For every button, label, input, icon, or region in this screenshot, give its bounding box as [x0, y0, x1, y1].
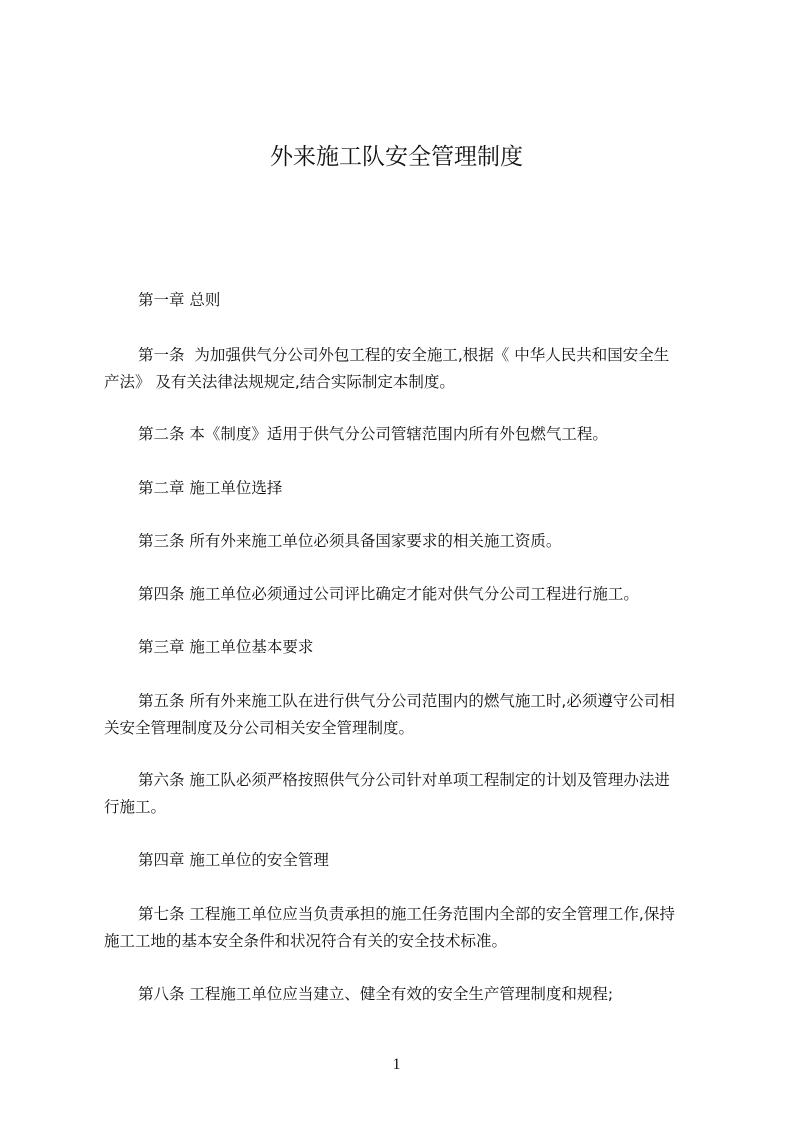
article-line: 第三条 所有外来施工单位必须具备国家要求的相关施工资质。 [138, 532, 562, 550]
article-line: 第七条 工程施工单位应当负责承担的施工任务范围内全部的安全管理工作,保持 [138, 905, 675, 923]
article-continuation-line: 施工工地的基本安全条件和状况符合有关的安全技术标准。 [104, 932, 508, 950]
chapter-heading: 第四章 施工单位的安全管理 [138, 851, 329, 869]
article-line: 第二条 本《制度》适用于供气分公司管辖范围内所有外包燃气工程。 [138, 425, 608, 443]
article-line: 第一条 为加强供气分公司外包工程的安全施工,根据《 中华人民共和国安全生 [138, 346, 670, 364]
document-title: 外来施工队安全管理制度 [270, 144, 523, 170]
article-line: 第六条 施工队必须严格按照供气分公司针对单项工程制定的计划及管理办法进 [138, 771, 670, 789]
article-continuation-line: 关安全管理制度及分公司相关安全管理制度。 [104, 719, 415, 737]
article-continuation-line: 产法》 及有关法律法规规定,结合实际制定本制度。 [104, 373, 455, 391]
chapter-heading: 第一章 总则 [138, 291, 221, 309]
page-number: 1 [392, 1056, 401, 1073]
article-line: 第五条 所有外来施工队在进行供气分公司范围内的燃气施工时,必须遵守公司相 [138, 692, 675, 710]
article-line: 第四条 施工单位必须通过公司评比确定才能对供气分公司工程进行施工。 [138, 585, 639, 603]
chapter-heading: 第二章 施工单位选择 [138, 479, 283, 497]
article-line: 第八条 工程施工单位应当建立、健全有效的安全生产管理制度和规程; [138, 985, 614, 1003]
chapter-heading: 第三章 施工单位基本要求 [138, 638, 314, 656]
article-continuation-line: 行施工。 [104, 798, 167, 816]
